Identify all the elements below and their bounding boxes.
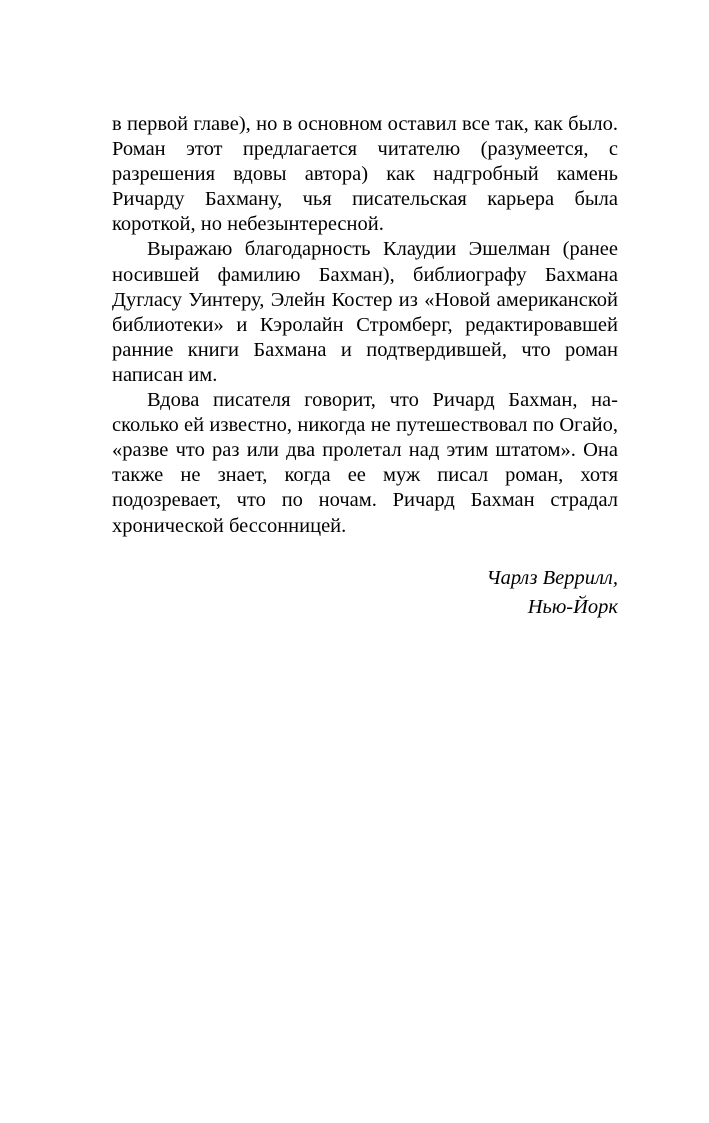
signature-name: Чарлз Веррилл,: [486, 566, 618, 589]
signature-place: Нью-Йорк: [527, 596, 618, 619]
body-paragraph-1: в первой главе), но в основном оставил все так, как было. Роман этот предлагается читателю (разумеется, с разрешения вдовы автора) как надгробный камень Ричарду Бахману, чья писательская карьера была короткой, но небезынтересной.: [112, 113, 618, 236]
page-text-block: [112, 112, 618, 623]
signature-block: [112, 564, 618, 623]
body-paragraph-3: Вдова писателя говорит, что Ричард Бахман, насколько ей известно, никогда не путешествовал по Огайо, «разве что раз или два пролетал над этим штатом». Она также не знает, когда ее муж писал роман, хотя подозревает, что по ночам. Ричард Бахман страдал хронической бессонницей.: [112, 389, 618, 537]
body-paragraph-2: Выражаю благодарность Клаудии Эшелман (ранее носившей фамилию Бахман), библиографу Бахмана Дугласу Уинтеру, Элейн Костер из «Новой американской библиотеки» и Кэролайн Стромберг, редактировавшей ранние книги Бахмана и подтвердившей, что роман написан им.: [112, 238, 618, 386]
